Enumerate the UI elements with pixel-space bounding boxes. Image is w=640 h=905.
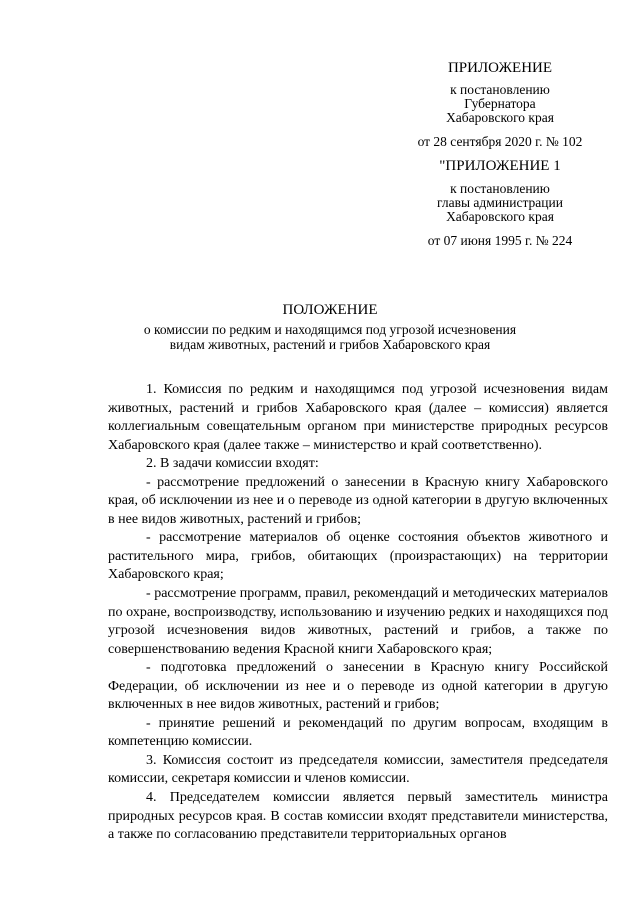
document-subtitle: видам животных, растений и грибов Хабаровского края [169,337,491,352]
appendix-1-line: главы администрации [437,195,563,210]
appendix-1-line: Хабаровского края [446,209,554,224]
appendix-line: Губернатора [464,96,536,111]
document-title: ПОЛОЖЕНИЕ [282,302,378,318]
document-body [108,381,608,845]
appendix-header [380,60,620,149]
appendix-1-line: к постановлению [450,181,550,196]
appendix-1-date: от 07 июня 1995 г. № 224 [427,233,573,248]
appendix-line: Хабаровского края [446,110,554,125]
paragraph: - рассмотрение материалов об оценке состояния объектов животного и растительного мира, грибов, обитающих (произрастающих) на территории Хабаровского края; [108,530,608,583]
appendix-date: от 28 сентября 2020 г. № 102 [417,134,583,149]
paragraph: 4. Председателем комиссии является первый заместитель министра природных ресурсов края. В состав комиссии входят представители министерства, а также по согласованию представители территориальных органов [108,790,608,843]
appendix-title: ПРИЛОЖЕНИЕ [447,60,553,76]
paragraph: - подготовка предложений о занесении в Красную книгу Российской Федерации, об исключении из нее и о переводе из одной категории в другую включенных в нее видов животных, растений и грибов; [108,660,608,713]
paragraph: - рассмотрение программ, правил, рекомендаций и методических материалов по охране, воспроизводству, использованию и изучению редких и находящихся под угрозой исчезновения видов животных, растений и грибов, а также по совершенствованию ведения Красной книги Хабаровского края; [108,586,608,657]
appendix-1-header [380,158,620,248]
document-title-block [60,302,600,352]
paragraph: 1. Комиссия по редким и находящимся под угрозой исчезновения видам животных, растений и грибов Хабаровского края (далее – комиссия) является коллегиальным совещательным органом при министерстве природных ресурсов Хабаровского края (далее также – министерство и край соответственно). [108,382,608,453]
paragraph: - рассмотрение предложений о занесении в Красную книгу Хабаровского края, об исключении из нее и о переводе из одной категории в другую включенных в нее видов животных, растений и грибов; [108,474,608,527]
appendix-1-title: "ПРИЛОЖЕНИЕ 1 [439,158,561,174]
paragraph: - принятие решений и рекомендаций по другим вопросам, входящим в компетенцию комиссии. [108,715,608,750]
document-subtitle: о комиссии по редким и находящимся под угрозой исчезновения [143,322,517,337]
paragraph: 2. В задачи комиссии входят: [146,456,319,472]
paragraph: 3. Комиссия состоит из председателя комиссии, заместителя председателя комиссии, секретаря комиссии и членов комиссии. [108,752,608,787]
appendix-line: к постановлению [450,82,550,97]
